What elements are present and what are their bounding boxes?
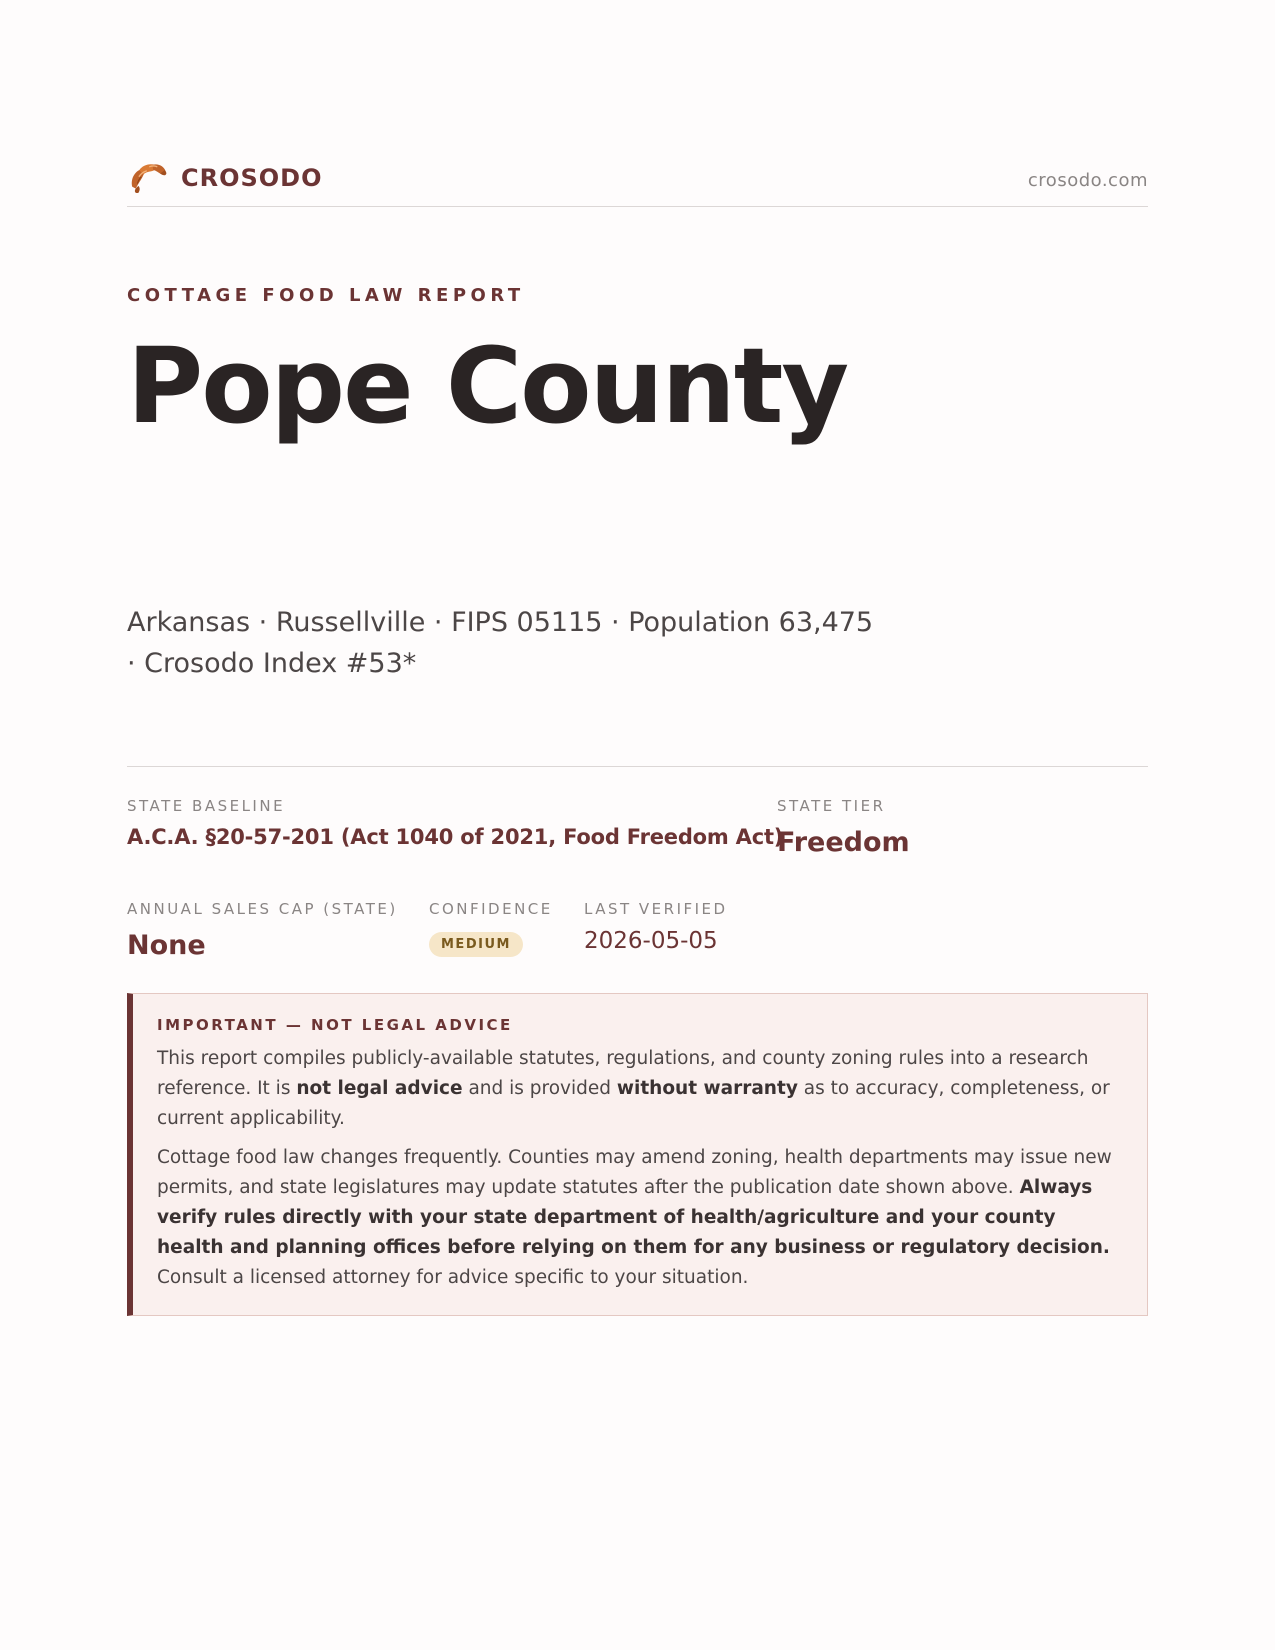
last-verified-field [584,900,728,954]
section-divider [127,766,1148,767]
report-page [127,150,1148,1316]
state-baseline-field [127,797,784,850]
notice-paragraph-1 [157,1044,1121,1134]
county-meta-line: Arkansas · Russellville · FIPS 05115 · Population 63,475 · Crosodo Index #53* [127,607,874,680]
notice-text: Consult a licensed attorney for advice specific to your situation. [157,1267,749,1289]
notice-emphasis: without warranty [616,1078,798,1100]
confidence-field [429,900,584,957]
confidence-badge: MEDIUM [429,932,523,957]
brand[interactable] [127,157,323,199]
state-tier-label: STATE TIER [777,797,886,816]
notice-emphasis: not legal advice [296,1078,463,1100]
notice-text: and is provided [462,1078,617,1100]
notice-text: This report compiles publicly-available statutes, regulations, and county zoning rules into a research reference. It is [157,1048,1089,1100]
fields-row-1 [127,797,1148,858]
croissant-icon [127,157,169,199]
confidence-label: CONFIDENCE [429,900,553,919]
notice-paragraph-2 [157,1143,1121,1293]
brand-name: CROSODO [181,164,323,192]
state-baseline-value: A.C.A. §20-57-201 (Act 1040 of 2021, Food Freedom Act) [127,825,784,850]
notice-emphasis: Always verify rules directly with your state department of health/agriculture and your county health and planning offices before relying on them for any business or regulatory decision. [157,1177,1110,1259]
notice-text: as to accuracy, completeness, or current applicability. [157,1078,1110,1130]
sales-cap-value: None [127,930,206,962]
legal-notice-box [127,993,1148,1316]
last-verified-value: 2026-05-05 [584,928,718,955]
sales-cap-label: ANNUAL SALES CAP (STATE) [127,900,398,919]
page-header [127,150,1148,207]
fields-row-2 [127,900,1148,961]
state-baseline-label: STATE BASELINE [127,797,286,816]
state-tier-field [777,797,910,858]
notice-heading: IMPORTANT — NOT LEGAL ADVICE [157,1016,513,1035]
notice-text: Cottage food law changes frequently. Counties may amend zoning, health departments may issue new permits, and state legislatures may update statutes after the publication date shown above. [157,1147,1112,1199]
page-title: Pope County [127,325,848,447]
site-url-link[interactable]: crosodo.com [1027,169,1148,191]
last-verified-label: LAST VERIFIED [584,900,728,919]
report-eyebrow: COTTAGE FOOD LAW REPORT [127,285,525,306]
sales-cap-field [127,900,429,961]
state-tier-value: Freedom [777,827,910,859]
